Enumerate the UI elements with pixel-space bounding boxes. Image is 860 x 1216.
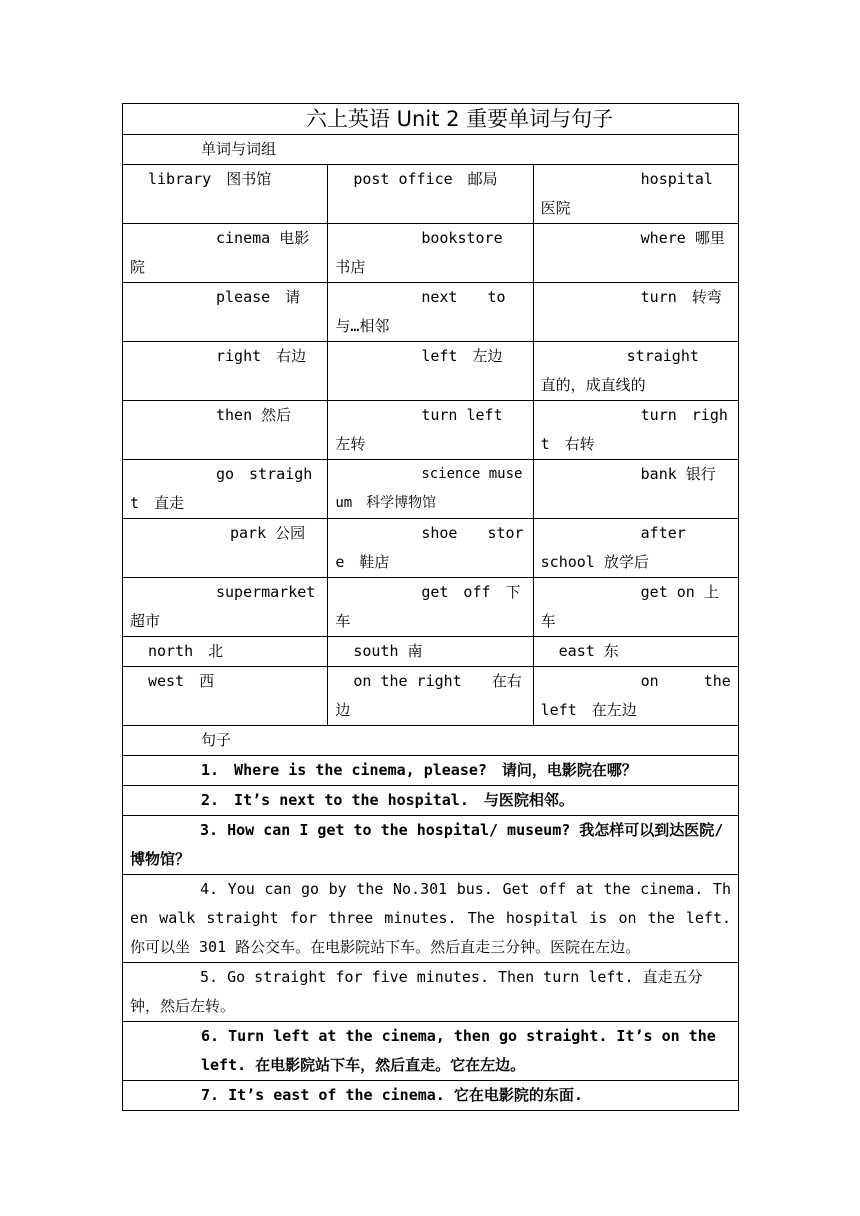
vocab-cell: next to 与…相邻 (328, 283, 533, 342)
sentence-row (123, 816, 739, 875)
sentence-cell: 3. How can I get to the hospital/ museum? 我怎样可以到达医院/博物馆？ (123, 816, 739, 875)
vocab-cell: after school 放学后 (533, 519, 738, 578)
vocab-cell: turn left 左转 (328, 401, 533, 460)
document-sheet (122, 103, 746, 1111)
sentence-cell: 4. You can go by the No.301 bus. Get off at the cinema. Then walk straight for three minutes. The hospital is on the left. 你可以坐 301 路公交车。在电影院站下车。然后直走三分钟。医院在左边。 (123, 875, 739, 963)
vocab-cell: straight 直的，成直线的 (533, 342, 738, 401)
vocab-row (123, 224, 739, 283)
vocab-row (123, 578, 739, 637)
vocab-row (123, 283, 739, 342)
vocab-cell: park 公园 (123, 519, 328, 578)
vocab-cell: cinema 电影院 (123, 224, 328, 283)
vocab-cell: supermarket 超市 (123, 578, 328, 637)
sentence-cell: 1. Where is the cinema, please? 请问，电影院在哪？ (123, 756, 739, 786)
sentence-row (123, 963, 739, 1022)
vocab-cell: post office 邮局 (328, 165, 533, 224)
sentence-row (123, 756, 739, 786)
vocab-row (123, 667, 739, 726)
vocab-row (123, 519, 739, 578)
sentence-cell: 6. Turn left at the cinema, then go straight. It’s on the left. 在电影院站下车，然后直走。它在左边。 (123, 1022, 739, 1081)
sentence-cell: 7. It’s east of the cinema. 它在电影院的东面. (123, 1081, 739, 1111)
vocab-row (123, 165, 739, 224)
vocab-cell: hospital 医院 (533, 165, 738, 224)
vocab-cell: on the right 在右边 (328, 667, 533, 726)
vocab-heading: 单词与词组 (123, 135, 739, 165)
vocab-cell: east 东 (533, 637, 738, 667)
vocab-cell: science museum 科学博物馆 (328, 460, 533, 519)
vocab-cell: left 左边 (328, 342, 533, 401)
document-title: 六上英语 Unit 2 重要单词与句子 (123, 104, 739, 135)
sentence-row (123, 786, 739, 816)
sentence-heading: 句子 (123, 726, 739, 756)
sentence-row (123, 1022, 739, 1081)
vocab-cell: north 北 (123, 637, 328, 667)
vocab-cell: west 西 (123, 667, 328, 726)
sentence-cell: 5. Go straight for five minutes. Then turn left. 直走五分钟，然后左转。 (123, 963, 739, 1022)
vocab-cell: where 哪里 (533, 224, 738, 283)
vocab-cell: south 南 (328, 637, 533, 667)
vocab-cell: right 右边 (123, 342, 328, 401)
vocab-cell: get on 上车 (533, 578, 738, 637)
vocab-row (123, 401, 739, 460)
vocab-cell: shoe store 鞋店 (328, 519, 533, 578)
vocab-cell: get off 下车 (328, 578, 533, 637)
vocab-cell: turn right 右转 (533, 401, 738, 460)
sentence-cell: 2. It’s next to the hospital. 与医院相邻。 (123, 786, 739, 816)
vocab-cell: please 请 (123, 283, 328, 342)
vocab-cell: on the left 在左边 (533, 667, 738, 726)
vocab-cell: library 图书馆 (123, 165, 328, 224)
vocab-row (123, 342, 739, 401)
vocab-row (123, 637, 739, 667)
sentence-row (123, 875, 739, 963)
sentence-row (123, 1081, 739, 1111)
vocab-cell: bookstore 书店 (328, 224, 533, 283)
vocab-cell: then 然后 (123, 401, 328, 460)
vocab-cell: turn 转弯 (533, 283, 738, 342)
vocab-sentence-table (122, 103, 746, 1111)
vocab-row (123, 460, 739, 519)
vocab-cell: bank 银行 (533, 460, 738, 519)
vocab-cell: go straight 直走 (123, 460, 328, 519)
